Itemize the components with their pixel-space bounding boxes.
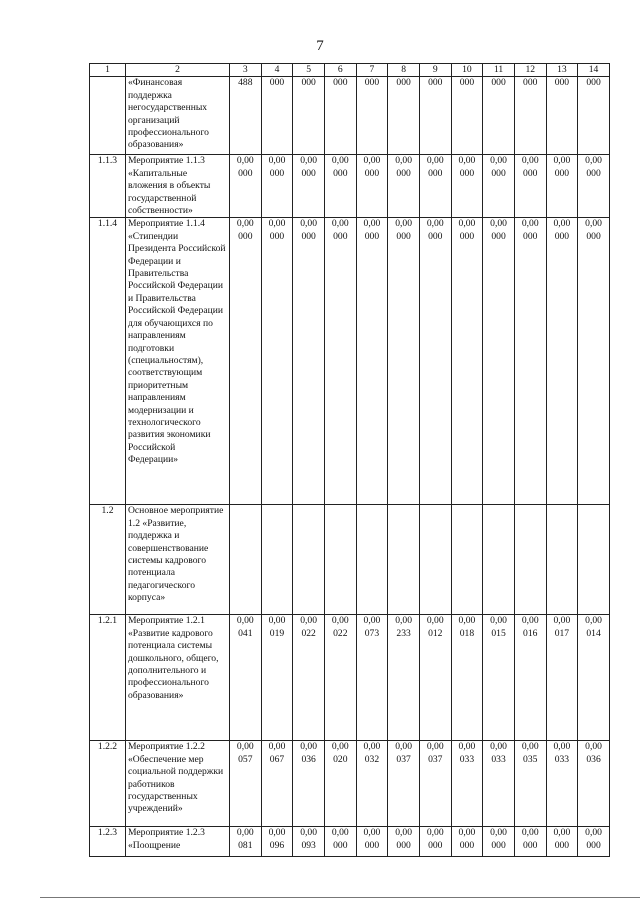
value-cell — [451, 505, 483, 615]
budget-table — [89, 63, 610, 857]
value-cell: 000 — [483, 77, 515, 155]
value-cell: 0,00 020 — [324, 741, 356, 827]
value-cell: 0,00 000 — [388, 218, 420, 505]
row-code: 1.1.4 — [90, 218, 126, 505]
value-cell: 0,00 000 — [483, 827, 515, 857]
column-header: 1 — [90, 64, 126, 77]
value-cell: 0,00 019 — [261, 615, 293, 741]
page-number: 7 — [316, 38, 324, 54]
row-code: 1.2.2 — [90, 741, 126, 827]
value-cell: 0,00 081 — [230, 827, 262, 857]
value-cell: 0,00 000 — [546, 218, 578, 505]
value-cell — [356, 505, 388, 615]
value-cell: 488 — [230, 77, 262, 155]
value-cell: 0,00 000 — [419, 827, 451, 857]
value-cell: 0,00 000 — [546, 827, 578, 857]
column-header: 11 — [483, 64, 515, 77]
value-cell: 000 — [419, 77, 451, 155]
value-cell: 0,00 000 — [356, 827, 388, 857]
value-cell: 0,00 000 — [451, 827, 483, 857]
value-cell: 0,00 096 — [261, 827, 293, 857]
value-cell: 0,00 015 — [483, 615, 515, 741]
value-cell: 000 — [388, 77, 420, 155]
value-cell — [419, 505, 451, 615]
row-code: 1.2.3 — [90, 827, 126, 857]
column-header: 7 — [356, 64, 388, 77]
value-cell — [514, 505, 546, 615]
value-cell: 0,00 000 — [546, 155, 578, 218]
value-cell: 0,00 000 — [578, 218, 610, 505]
value-cell: 0,00 000 — [483, 155, 515, 218]
value-cell: 0,00 018 — [451, 615, 483, 741]
row-code: 1.2.1 — [90, 615, 126, 741]
value-cell: 0,00 000 — [230, 218, 262, 505]
value-cell: 0,00 041 — [230, 615, 262, 741]
table-row — [90, 615, 610, 741]
value-cell: 0,00 014 — [578, 615, 610, 741]
value-cell: 0,00 000 — [230, 155, 262, 218]
value-cell: 0,00 000 — [356, 155, 388, 218]
column-header: 14 — [578, 64, 610, 77]
table-header-row — [90, 64, 610, 77]
value-cell: 0,00 000 — [388, 827, 420, 857]
column-header: 4 — [261, 64, 293, 77]
value-cell — [578, 505, 610, 615]
value-cell: 0,00 000 — [261, 155, 293, 218]
row-description: Мероприятие 1.1.3 «Капитальные вложения в объекты государственной собственности» — [126, 155, 230, 218]
column-header: 8 — [388, 64, 420, 77]
value-cell: 000 — [546, 77, 578, 155]
value-cell: 0,00 000 — [578, 827, 610, 857]
value-cell: 0,00 233 — [388, 615, 420, 741]
table-row — [90, 77, 610, 155]
table-row — [90, 505, 610, 615]
value-cell: 0,00 000 — [514, 155, 546, 218]
value-cell: 0,00 000 — [324, 218, 356, 505]
value-cell: 0,00 000 — [388, 155, 420, 218]
value-cell: 0,00 036 — [578, 741, 610, 827]
value-cell: 0,00 035 — [514, 741, 546, 827]
value-cell — [388, 505, 420, 615]
column-header: 3 — [230, 64, 262, 77]
column-header: 13 — [546, 64, 578, 77]
value-cell: 0,00 093 — [293, 827, 325, 857]
row-description: Мероприятие 1.2.3 «Поощрение — [126, 827, 230, 857]
value-cell — [324, 505, 356, 615]
value-cell — [293, 505, 325, 615]
value-cell — [230, 505, 262, 615]
value-cell: 0,00 073 — [356, 615, 388, 741]
value-cell: 0,00 000 — [514, 827, 546, 857]
value-cell: 0,00 022 — [293, 615, 325, 741]
column-header: 2 — [126, 64, 230, 77]
page-bottom-divider — [40, 897, 640, 898]
value-cell: 0,00 000 — [483, 218, 515, 505]
value-cell: 0,00 033 — [546, 741, 578, 827]
value-cell: 000 — [293, 77, 325, 155]
value-cell: 000 — [324, 77, 356, 155]
value-cell: 0,00 000 — [293, 218, 325, 505]
value-cell — [546, 505, 578, 615]
value-cell: 0,00 000 — [293, 155, 325, 218]
value-cell: 0,00 000 — [451, 155, 483, 218]
value-cell — [261, 505, 293, 615]
row-code: 1.2 — [90, 505, 126, 615]
row-description: Основное мероприятие 1.2 «Развитие, поддержка и совершенствование системы кадрового потенциала педагогического корпуса» — [126, 505, 230, 615]
value-cell: 0,00 000 — [324, 827, 356, 857]
column-header: 12 — [514, 64, 546, 77]
value-cell: 0,00 000 — [578, 155, 610, 218]
table-row — [90, 741, 610, 827]
value-cell: 0,00 057 — [230, 741, 262, 827]
row-description: Мероприятие 1.1.4 «Стипендии Президента Российской Федерации и Правительства Российской Федерации и Правительства Российской Федерации для обучающихся по направлениям подготовки (специальностям), соответствующим приоритетным направлениям модернизации и технологического развития экономики Российской Федерации» — [126, 218, 230, 505]
column-header: 5 — [293, 64, 325, 77]
column-header: 9 — [419, 64, 451, 77]
value-cell: 000 — [451, 77, 483, 155]
value-cell: 0,00 022 — [324, 615, 356, 741]
value-cell: 000 — [356, 77, 388, 155]
value-cell: 0,00 037 — [388, 741, 420, 827]
value-cell: 0,00 000 — [356, 218, 388, 505]
value-cell: 0,00 032 — [356, 741, 388, 827]
row-description: «Финансовая поддержка негосударственных организаций профессионального образования» — [126, 77, 230, 155]
table-row — [90, 827, 610, 857]
value-cell: 0,00 033 — [451, 741, 483, 827]
value-cell: 0,00 067 — [261, 741, 293, 827]
row-code: 1.1.3 — [90, 155, 126, 218]
row-description: Мероприятие 1.2.2 «Обеспечение мер социальной поддержки работников государственных учреждений» — [126, 741, 230, 827]
value-cell: 000 — [578, 77, 610, 155]
value-cell: 0,00 000 — [324, 155, 356, 218]
value-cell: 0,00 033 — [483, 741, 515, 827]
row-code — [90, 77, 126, 155]
column-header: 10 — [451, 64, 483, 77]
table-row — [90, 218, 610, 505]
value-cell: 0,00 000 — [419, 155, 451, 218]
value-cell: 0,00 037 — [419, 741, 451, 827]
value-cell: 0,00 016 — [514, 615, 546, 741]
value-cell: 000 — [261, 77, 293, 155]
value-cell: 0,00 036 — [293, 741, 325, 827]
value-cell: 0,00 000 — [419, 218, 451, 505]
value-cell: 0,00 000 — [514, 218, 546, 505]
value-cell: 0,00 012 — [419, 615, 451, 741]
column-header: 6 — [324, 64, 356, 77]
value-cell: 0,00 000 — [451, 218, 483, 505]
value-cell: 0,00 000 — [261, 218, 293, 505]
value-cell: 0,00 017 — [546, 615, 578, 741]
value-cell: 000 — [514, 77, 546, 155]
table-row — [90, 155, 610, 218]
row-description: Мероприятие 1.2.1 «Развитие кадрового потенциала системы дошкольного, общего, дополнительного и профессионального образования» — [126, 615, 230, 741]
value-cell — [483, 505, 515, 615]
